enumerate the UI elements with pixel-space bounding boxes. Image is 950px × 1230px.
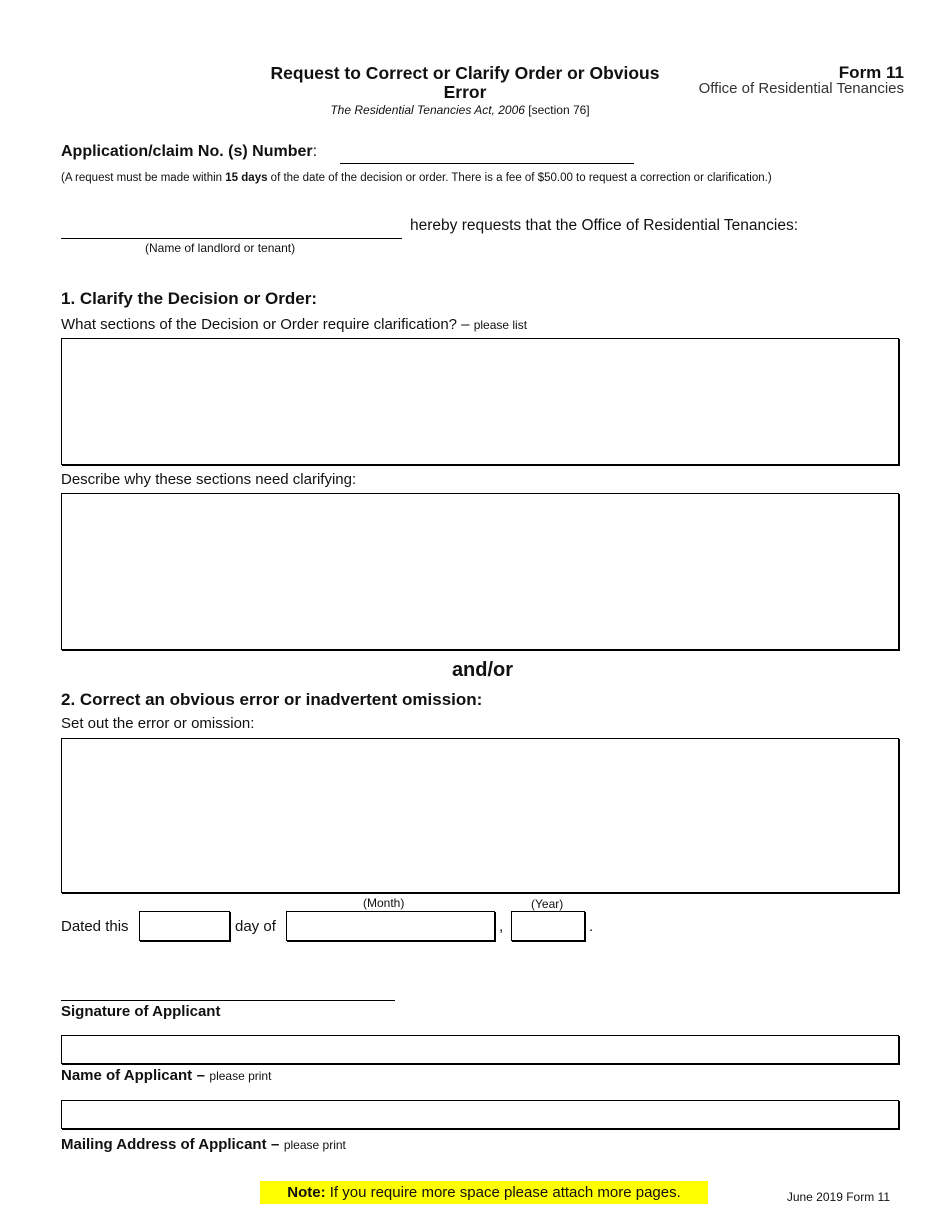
date-period: . <box>589 918 594 935</box>
section1-question1: What sections of the Decision or Order require clarification? – please list <box>61 316 528 333</box>
office-name: Office of Residential Tenancies <box>698 80 904 97</box>
signature-line[interactable] <box>61 1000 395 1001</box>
section2-heading: 2. Correct an obvious error or inadvertent omission: <box>61 690 483 709</box>
form-number: Form 11 <box>838 63 904 82</box>
signature-label: Signature of Applicant <box>61 1003 221 1020</box>
application-number-field[interactable] <box>340 163 634 164</box>
form-subtitle <box>260 103 660 117</box>
error-omission-box[interactable] <box>61 738 899 893</box>
month-input[interactable] <box>286 911 495 941</box>
month-label: (Month) <box>363 896 405 910</box>
day-of-label: day of <box>235 918 276 935</box>
section-ref: [section 76] <box>528 103 590 117</box>
requester-name-field[interactable] <box>61 238 402 239</box>
deadline-notice: (A request must be made within 15 days of the date of the decision or order. There is a fee of $50.00 to request a correction or clarification.) <box>61 172 772 184</box>
clarification-reason-box[interactable] <box>61 493 899 650</box>
form-title: Request to Correct or Clarify Order or Obvious Error <box>270 63 660 102</box>
year-input[interactable] <box>511 911 585 941</box>
mailing-address-input[interactable] <box>61 1100 899 1129</box>
section2-question: Set out the error or omission: <box>61 715 255 732</box>
applicant-name-label: Name of Applicant – please print <box>61 1067 272 1084</box>
applicant-name-input[interactable] <box>61 1035 899 1064</box>
requester-name-caption: (Name of landlord or tenant) <box>145 241 296 255</box>
footer-version: June 2019 Form 11 <box>786 1190 890 1204</box>
act-name: The Residential Tenancies Act, 2006 <box>330 103 525 117</box>
clarification-sections-box[interactable] <box>61 338 899 465</box>
section1-heading: 1. Clarify the Decision or Order: <box>61 289 318 308</box>
date-comma: , <box>499 918 504 935</box>
dated-this-label: Dated this <box>61 918 129 935</box>
day-input[interactable] <box>139 911 230 941</box>
mailing-address-label: Mailing Address of Applicant – please print <box>61 1136 346 1153</box>
section1-question2: Describe why these sections need clarifying: <box>61 471 357 488</box>
and-or-separator: and/or <box>451 659 514 681</box>
more-space-note: Note: If you require more space please attach more pages. <box>260 1181 708 1204</box>
year-label: (Year) <box>531 897 564 911</box>
request-statement: hereby requests that the Office of Residential Tenancies: <box>410 217 799 234</box>
application-number-label: Application/claim No. (s) Number: <box>61 143 318 160</box>
